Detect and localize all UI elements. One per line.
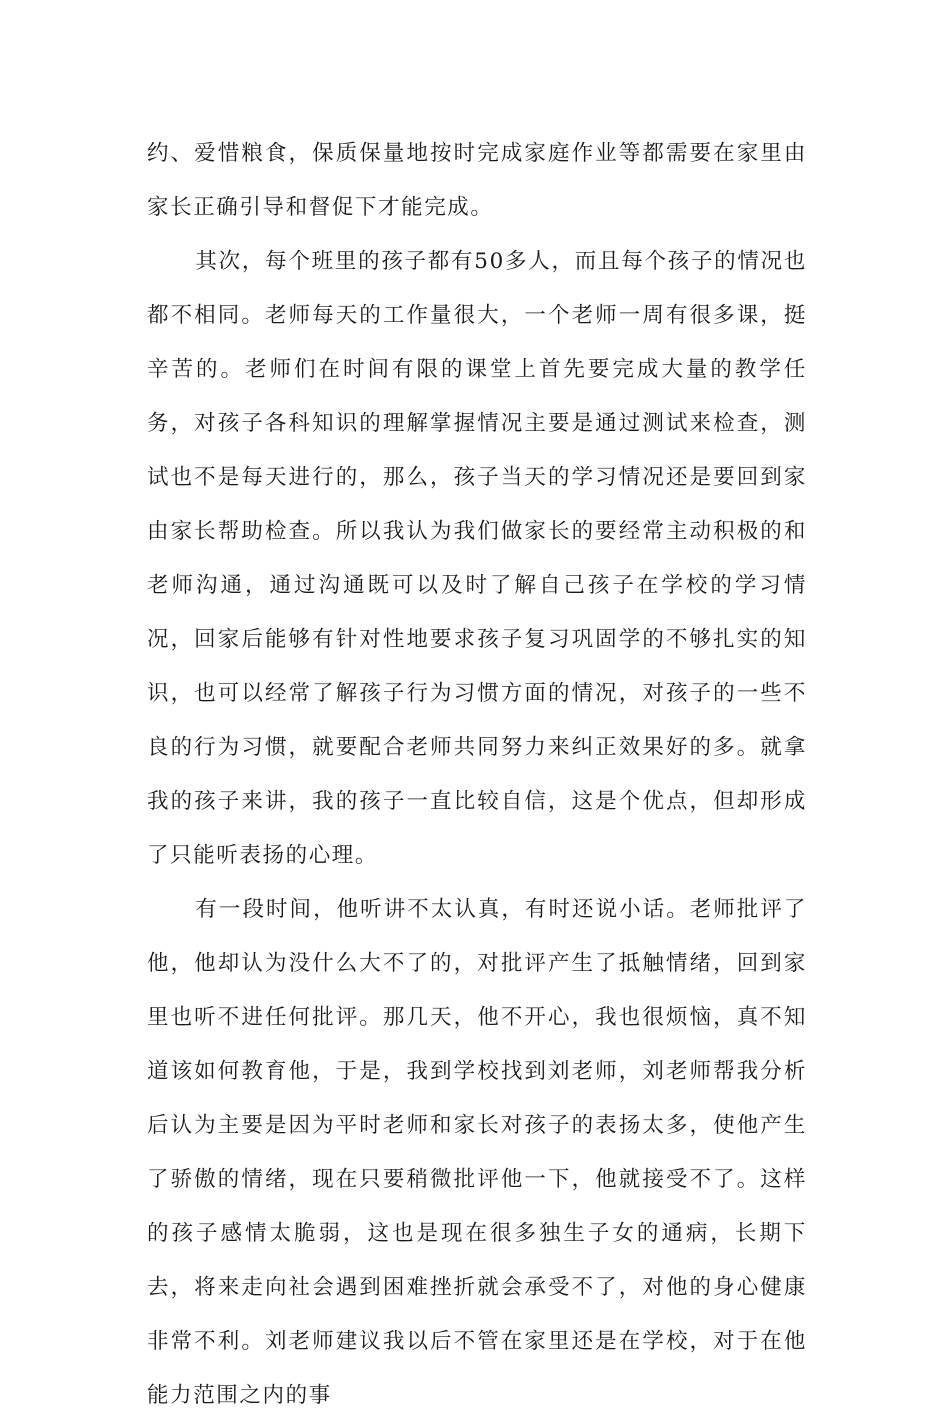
paragraph-3: 有一段时间，他听讲不太认真，有时还说小话。老师批评了他，他却认为没什么大不了的，对批评产生了抵触情绪，回到家里也听不进任何批评。那几天，他不开心，我也很烦恼，真不知道该如何教育他，于是，我到学校找到刘老师，刘老师帮我分析后认为主要是因为平时老师和家长对孩子的表扬太多，使他产生了骄傲的情绪，现在只要稍微批评他一下，他就接受不了。这样的孩子感情太脆弱，这也是现在很多独生子女的通病，长期下去，将来走向社会遇到困难挫折就会承受不了，对他的身心健康非常不利。刘老师建议我以后不管在家里还是在学校，对于在他能力范围之内的事 bbox=[147, 897, 807, 1408]
paragraph-2: 其次，每个班里的孩子都有50多人，而且每个孩子的情况也都不相同。老师每天的工作量很大，一个老师一周有很多课，挺辛苦的。老师们在时间有限的课堂上首先要完成大量的教学任务，对孩子各科知识的理解掌握情况主要是通过测试来检查，测试也不是每天进行的，那么，孩子当天的学习情况还是要回到家由家长帮助检查。所以我认为我们做家长的要经常主动积极的和老师沟通，通过沟通既可以及时了解自己孩子在学校的学习情况，回家后能够有针对性地要求孩子复习巩固学的不够扎实的知识，也可以经常了解孩子行为习惯方面的情况，对孩子的一些不良的行为习惯，就要配合老师共同努力来纠正效果好的多。就拿我的孩子来讲，我的孩子一直比较自信，这是个优点，但却形成了只能听表扬的心理。 bbox=[147, 249, 807, 868]
paragraph-1: 约、爱惜粮食，保质保量地按时完成家庭作业等都需要在家里由家长正确引导和督促下才能完成。 bbox=[147, 141, 807, 220]
document-body bbox=[147, 127, 807, 1423]
